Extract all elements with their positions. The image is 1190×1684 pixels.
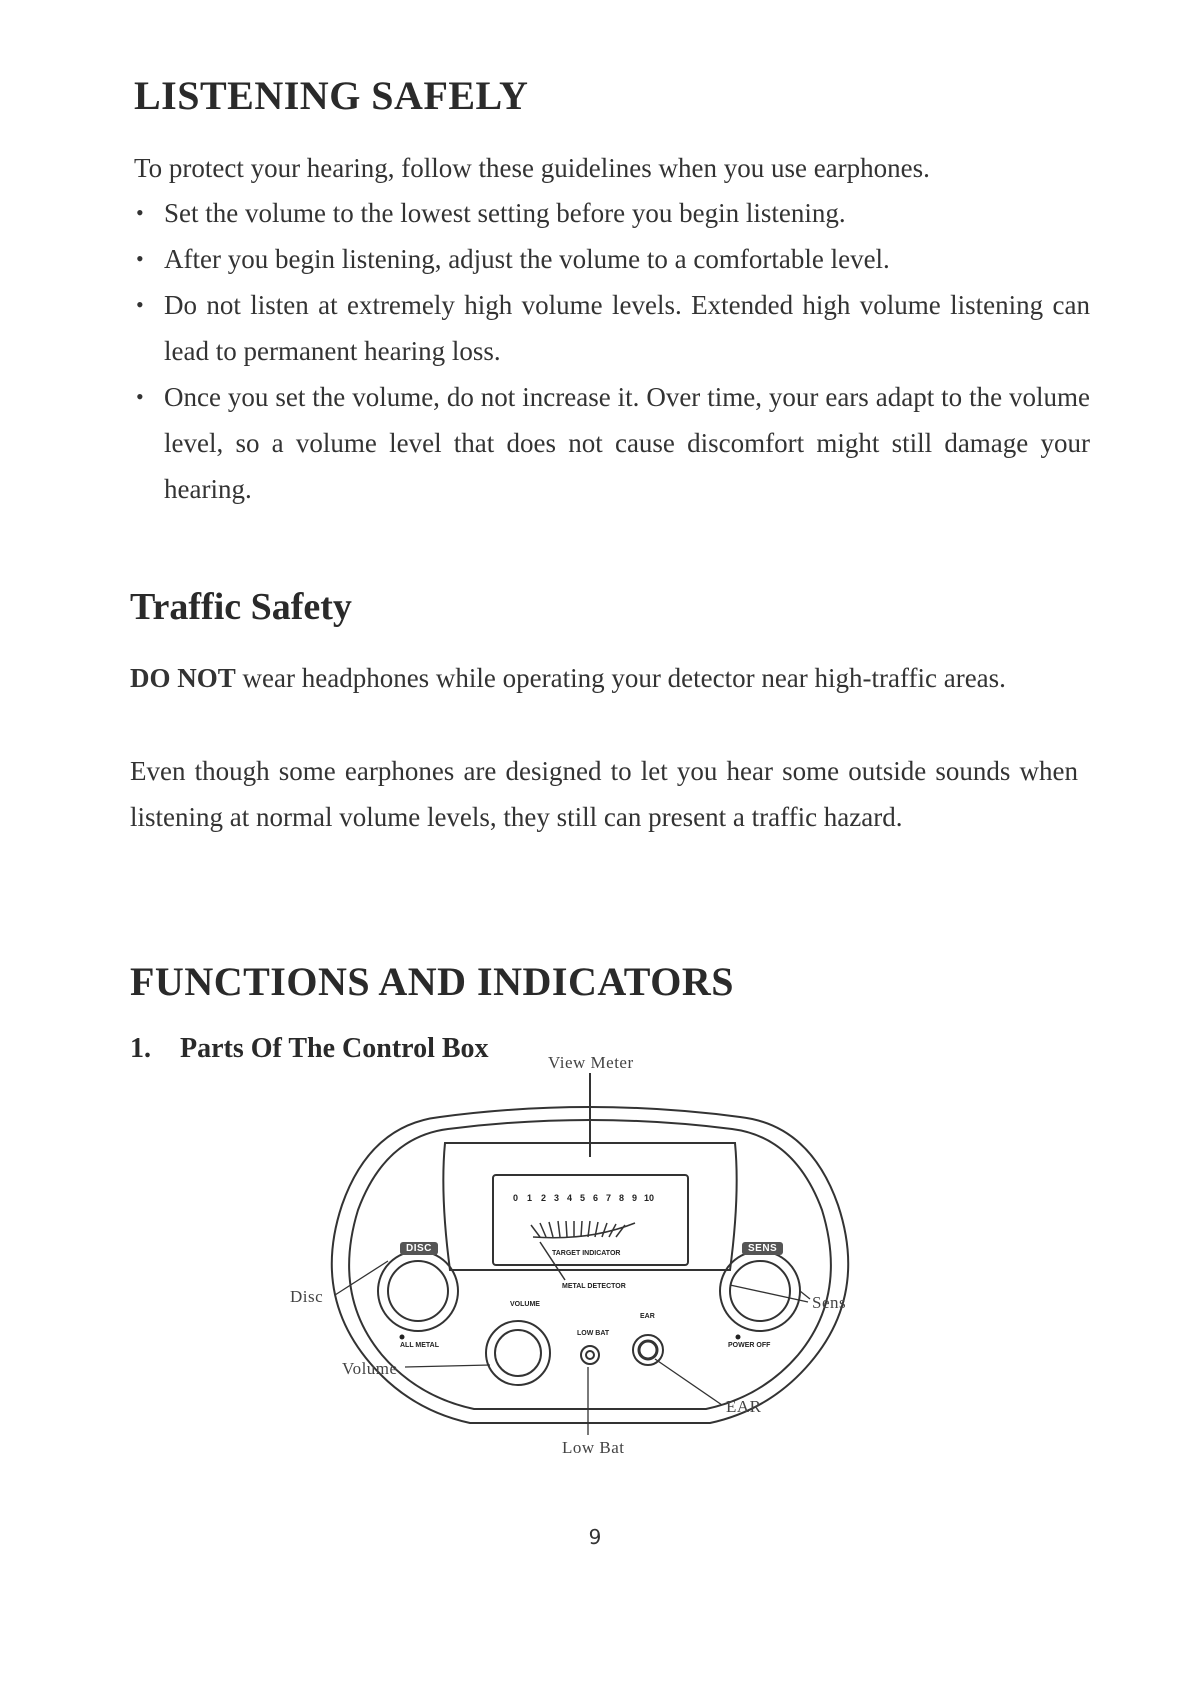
guideline-item: • Set the volume to the lowest setting before you begin listening.	[132, 190, 1090, 236]
scale-label-9: 9	[632, 1193, 638, 1203]
subheading-number: 1.	[130, 1033, 151, 1064]
traffic-warning	[130, 655, 1078, 701]
scale-label-0: 0	[513, 1193, 519, 1203]
listening-guidelines-list	[132, 190, 1090, 512]
meter-scale-ticks	[531, 1221, 635, 1238]
traffic-warning-text: wear headphones while operating your detector near high-traffic areas.	[235, 663, 1006, 693]
low-bat-callout: Low Bat	[562, 1438, 625, 1457]
metal-detector-label: METAL DETECTOR	[562, 1283, 626, 1290]
traffic-safety-heading: Traffic Safety	[130, 586, 352, 628]
all-metal-label: ALL METAL	[400, 1342, 440, 1349]
scale-label-2: 2	[541, 1193, 547, 1203]
scale-label-1: 1	[527, 1193, 533, 1203]
scale-label-4: 4	[567, 1193, 573, 1203]
sens-badge: SENS	[742, 1242, 783, 1255]
control-box-drawing	[290, 1045, 890, 1505]
functions-heading: FUNCTIONS AND INDICATORS	[130, 959, 734, 1004]
disc-badge: DISC	[400, 1242, 438, 1255]
guideline-item: • Do not listen at extremely high volume levels. Extended high volume listening can lead to permanent hearing loss.	[132, 282, 1090, 374]
disc-knob	[378, 1251, 458, 1331]
sens-callout: Sens	[812, 1293, 847, 1312]
do-not-emphasis: DO NOT	[130, 663, 236, 693]
volume-panel-label: VOLUME	[510, 1301, 540, 1308]
scale-label-5: 5	[580, 1193, 586, 1203]
target-indicator-label: TARGET INDICATOR	[552, 1250, 621, 1257]
power-off-label: POWER OFF	[728, 1342, 771, 1349]
listening-safely-heading: LISTENING SAFELY	[134, 73, 529, 118]
low-bat-led	[581, 1346, 599, 1364]
control-box-diagram	[290, 1045, 890, 1505]
low-bat-panel-label: LOW BAT	[577, 1330, 610, 1337]
scale-label-10: 10	[644, 1193, 655, 1203]
ear-callout: EAR	[726, 1397, 762, 1416]
scale-label-8: 8	[619, 1193, 625, 1203]
subheading-title: Parts Of The Control Box	[180, 1033, 489, 1064]
scale-label-3: 3	[554, 1193, 560, 1203]
view-meter-callout: View Meter	[548, 1053, 634, 1072]
scale-label-6: 6	[593, 1193, 599, 1203]
indicator-needle	[540, 1242, 565, 1280]
volume-callout: Volume	[342, 1359, 398, 1378]
disc-callout: Disc	[290, 1287, 324, 1306]
traffic-hazard-text: Even though some earphones are designed to let you hear some outside sounds when listening at normal volume levels, they still can present a traffic hazard.	[130, 756, 1078, 832]
guideline-item: • Once you set the volume, do not increase it. Over time, your ears adapt to the volume level, so a volume level that does not cause discomfort might still damage your hearing.	[132, 374, 1090, 512]
listening-intro: To protect your hearing, follow these guidelines when you use earphones.	[134, 153, 930, 183]
ear-panel-label: EAR	[640, 1313, 655, 1320]
guideline-item: • After you begin listening, adjust the volume to a comfortable level.	[132, 236, 1090, 282]
scale-label-7: 7	[606, 1193, 612, 1203]
page-number: 9	[588, 1525, 602, 1549]
